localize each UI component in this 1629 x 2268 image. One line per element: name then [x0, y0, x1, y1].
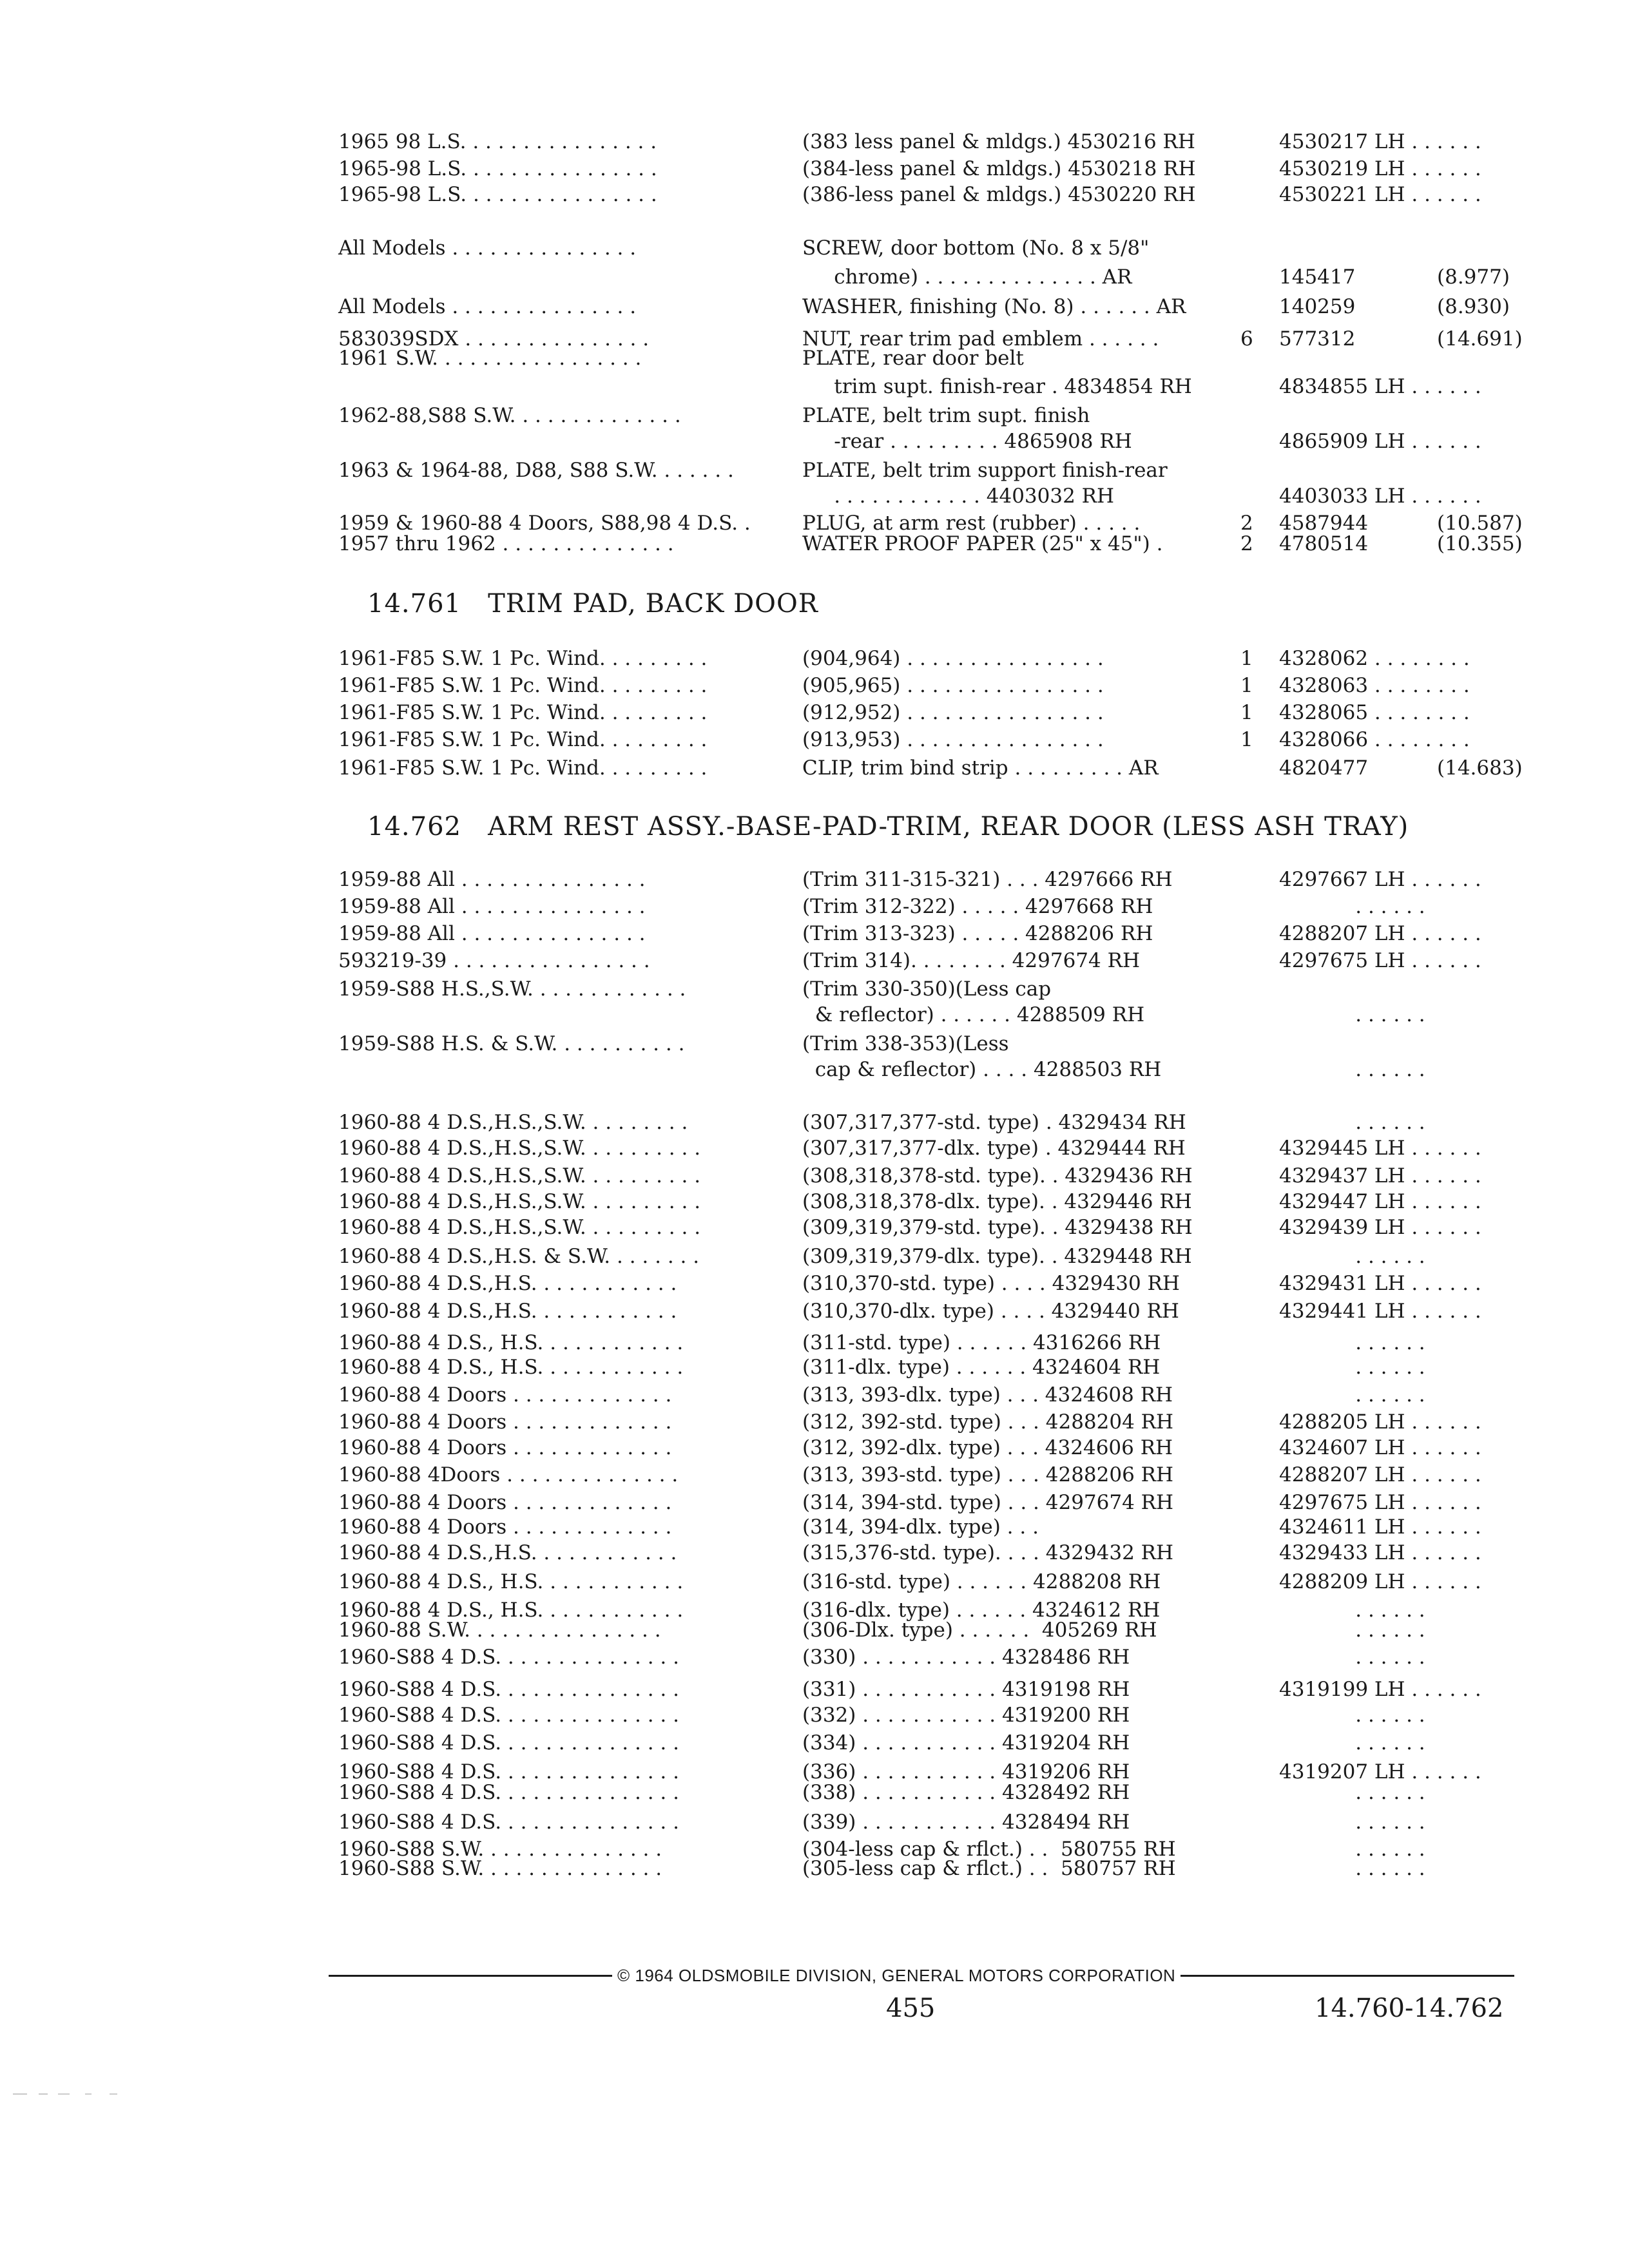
model-cell: All Models . . . . . . . . . . . . . . . [338, 295, 637, 318]
group-ref-cell: (14.683) [1437, 756, 1523, 780]
quantity-cell: 2 [1240, 512, 1253, 535]
model-cell: 1960-88 4 Doors . . . . . . . . . . . . . [338, 1383, 672, 1407]
part-number-cell: . . . . . . [1279, 1003, 1425, 1026]
part-number-cell: 4329441 LH . . . . . . [1279, 1300, 1481, 1323]
part-row [0, 1730, 1629, 1756]
model-cell: 1960-88 4 D.S.,H.S.,S.W. . . . . . . . . [338, 1111, 688, 1134]
model-cell: 1965 98 L.S. . . . . . . . . . . . . . . . [338, 130, 657, 153]
part-number-cell: . . . . . . [1279, 1619, 1425, 1642]
part-row [0, 156, 1629, 182]
part-number-cell: 577312 [1279, 327, 1356, 351]
part-row [0, 1856, 1629, 1881]
description-cell: PLATE, rear door belt [802, 347, 1024, 370]
part-row [0, 1617, 1629, 1643]
part-row [0, 1244, 1629, 1269]
part-row [0, 1189, 1629, 1215]
description-cell: (334) . . . . . . . . . . . 4319204 RH [802, 1731, 1130, 1754]
part-row [0, 129, 1629, 155]
description-cell: (384-less panel & mldgs.) 4530218 RH [802, 157, 1196, 180]
part-row [0, 921, 1629, 947]
description-cell: (307,317,377-std. type) . 4329434 RH [802, 1111, 1186, 1134]
part-number-cell: 4328065 . . . . . . . . [1279, 701, 1470, 724]
part-number-cell: 4324607 LH . . . . . . [1279, 1436, 1481, 1459]
section-title: ARM REST ASSY.-BASE-PAD-TRIM, REAR DOOR (LESS ASH TRAY) [488, 812, 1409, 841]
description-cell: (Trim 338-353)(Less [802, 1032, 1009, 1055]
model-cell: 1960-88 4 D.S.,H.S.,S.W. . . . . . . . . . [338, 1137, 701, 1160]
quantity-cell: 1 [1240, 728, 1253, 751]
part-row [0, 894, 1629, 919]
model-cell: 1959-88 All . . . . . . . . . . . . . . . [338, 922, 646, 945]
quantity-cell: 1 [1240, 647, 1253, 670]
model-cell: 1960-88 4 D.S.,H.S. & S.W. . . . . . . . [338, 1245, 700, 1268]
part-number-cell: 4288207 LH . . . . . . [1279, 922, 1481, 945]
quantity-cell: 1 [1240, 674, 1253, 697]
part-row [0, 1163, 1629, 1189]
description-cell: (904,964) . . . . . . . . . . . . . . . . [802, 647, 1104, 670]
description-cell: (305-less cap & rflct.) . . 580757 RH [802, 1857, 1176, 1880]
quantity-cell: 2 [1240, 532, 1253, 555]
part-number-cell: . . . . . . [1279, 1811, 1425, 1834]
model-cell: 1960-88 4 D.S.,H.S.,S.W. . . . . . . . . . [338, 1216, 701, 1239]
part-row [0, 457, 1629, 483]
model-cell: 1959-88 All . . . . . . . . . . . . . . . [338, 868, 646, 891]
part-row [0, 235, 1629, 261]
description-cell: (313, 393-std. type) . . . 4288206 RH [802, 1463, 1174, 1486]
description-cell: -rear . . . . . . . . . 4865908 RH [802, 430, 1132, 453]
part-number-cell: 4530217 LH . . . . . . [1279, 130, 1481, 153]
part-number-cell: 4328066 . . . . . . . . [1279, 728, 1470, 751]
part-number-cell: 4530219 LH . . . . . . [1279, 157, 1481, 180]
part-number-cell: 4329431 LH . . . . . . [1279, 1272, 1481, 1295]
model-cell: 1963 & 1964-88, D88, S88 S.W. . . . . . . [338, 459, 734, 482]
description-cell: PLATE, belt trim support finish-rear [802, 459, 1168, 482]
part-row [0, 1409, 1629, 1435]
model-cell: 1960-88 4 D.S.,H.S.,S.W. . . . . . . . . . [338, 1164, 701, 1187]
model-cell: 1959-S88 H.S. & S.W. . . . . . . . . . . [338, 1032, 685, 1055]
part-number-cell: 4329433 LH . . . . . . [1279, 1541, 1481, 1564]
part-number-cell: 4820477 [1279, 756, 1369, 780]
group-ref-cell: (8.930) [1437, 295, 1510, 318]
part-row [0, 976, 1629, 1002]
description-cell: (311-dlx. type) . . . . . . 4324604 RH [802, 1356, 1161, 1379]
model-cell: 1960-88 4 D.S., H.S. . . . . . . . . . . . [338, 1331, 684, 1354]
part-number-cell: 4297667 LH . . . . . . [1279, 868, 1481, 891]
description-cell: SCREW, door bottom (No. 8 x 5/8" [802, 236, 1150, 260]
group-ref-cell: (14.691) [1437, 327, 1523, 351]
model-cell: 1960-88 4 Doors . . . . . . . . . . . . . [338, 1410, 672, 1434]
part-number-cell: . . . . . . [1279, 1838, 1425, 1861]
description-cell: (314, 394-std. type) . . . 4297674 RH [802, 1491, 1174, 1514]
description-cell: (308,318,378-std. type). . 4329436 RH [802, 1164, 1193, 1187]
model-cell: 1960-88 S.W. . . . . . . . . . . . . . . . [338, 1619, 661, 1642]
description-cell: (Trim 314). . . . . . . . 4297674 RH [802, 949, 1140, 972]
part-number-cell: . . . . . . [1279, 1245, 1425, 1268]
model-cell: 1959-88 All . . . . . . . . . . . . . . . [338, 895, 646, 918]
description-cell: WATER PROOF PAPER (25" x 45") . [802, 532, 1163, 555]
part-number-cell: . . . . . . [1279, 1331, 1425, 1354]
description-cell: (Trim 330-350)(Less cap [802, 977, 1052, 1001]
description-cell: (316-dlx. type) . . . . . . 4324612 RH [802, 1599, 1161, 1622]
part-row [0, 182, 1629, 207]
part-row [0, 1031, 1629, 1057]
part-number-cell: 4297675 LH . . . . . . [1279, 1491, 1481, 1514]
part-number-cell: . . . . . . [1279, 1383, 1425, 1407]
description-cell: trim supt. finish-rear . 4834854 RH [802, 375, 1192, 398]
group-ref-cell: (10.355) [1437, 532, 1523, 555]
description-cell: (316-std. type) . . . . . . 4288208 RH [802, 1570, 1161, 1593]
part-row [0, 1569, 1629, 1595]
description-cell: (Trim 313-323) . . . . . 4288206 RH [802, 922, 1153, 945]
model-cell: 1960-S88 4 D.S. . . . . . . . . . . . . . . [338, 1646, 679, 1669]
description-cell: (310,370-std. type) . . . . 4329430 RH [802, 1272, 1180, 1295]
page-number: 455 [886, 1994, 936, 2023]
description-cell: (386-less panel & mldgs.) 4530220 RH [802, 183, 1196, 206]
description-cell: (332) . . . . . . . . . . . 4319200 RH [802, 1704, 1130, 1727]
part-number-cell: . . . . . . [1279, 1781, 1425, 1804]
model-cell: All Models . . . . . . . . . . . . . . . [338, 236, 637, 260]
part-row [0, 1057, 1629, 1082]
description-cell: (306-Dlx. type) . . . . . . 405269 RH [802, 1619, 1157, 1642]
description-cell: PLUG, at arm rest (rubber) . . . . . [802, 512, 1141, 535]
model-cell: 1961 S.W. . . . . . . . . . . . . . . . . [338, 347, 642, 370]
part-row [0, 1354, 1629, 1380]
model-cell: 1960-88 4 D.S.,H.S. . . . . . . . . . . . [338, 1272, 677, 1295]
part-row [0, 1002, 1629, 1028]
model-cell: 1965-98 L.S. . . . . . . . . . . . . . . . [338, 183, 657, 206]
model-cell: 593219-39 . . . . . . . . . . . . . . . . [338, 949, 650, 972]
description-cell: (304-less cap & rflct.) . . 580755 RH [802, 1838, 1176, 1861]
model-cell: 1960-S88 4 D.S. . . . . . . . . . . . . . . [338, 1781, 679, 1804]
quantity-cell: 1 [1240, 701, 1253, 724]
description-cell: (311-std. type) . . . . . . 4316266 RH [802, 1331, 1161, 1354]
part-row [0, 1135, 1629, 1161]
part-row [0, 700, 1629, 726]
model-cell: 1960-88 4 D.S., H.S. . . . . . . . . . . . [338, 1599, 684, 1622]
description-cell: (339) . . . . . . . . . . . 4328494 RH [802, 1811, 1130, 1834]
section-heading-14-762 [367, 811, 1409, 843]
part-number-cell: 4329439 LH . . . . . . [1279, 1216, 1481, 1239]
part-number-cell: 4297675 LH . . . . . . [1279, 949, 1481, 972]
part-number-cell: 4324611 LH . . . . . . [1279, 1515, 1481, 1539]
description-cell: (912,952) . . . . . . . . . . . . . . . . [802, 701, 1104, 724]
part-row [0, 1780, 1629, 1805]
model-cell: 1960-S88 4 D.S. . . . . . . . . . . . . . . [338, 1704, 679, 1727]
part-number-cell: 145417 [1279, 265, 1356, 289]
part-row [0, 1271, 1629, 1296]
description-cell: (310,370-dlx. type) . . . . 4329440 RH [802, 1300, 1179, 1323]
description-cell: & reflector) . . . . . . 4288509 RH [802, 1003, 1145, 1026]
part-number-cell: 4834855 LH . . . . . . [1279, 375, 1481, 398]
part-number-cell: 4319199 LH . . . . . . [1279, 1678, 1481, 1701]
section-number: 14.762 [367, 812, 461, 841]
part-row [0, 1462, 1629, 1488]
section-number: 14.761 [367, 589, 461, 619]
model-cell: 1960-88 4 Doors . . . . . . . . . . . . . [338, 1436, 672, 1459]
description-cell: (Trim 312-322) . . . . . 4297668 RH [802, 895, 1153, 918]
part-number-cell: . . . . . . [1279, 895, 1425, 918]
model-cell: 1960-S88 4 D.S. . . . . . . . . . . . . . . [338, 1760, 679, 1783]
model-cell: 1961-F85 S.W. 1 Pc. Wind. . . . . . . . . [338, 647, 708, 670]
description-cell: NUT, rear trim pad emblem . . . . . . [802, 327, 1159, 351]
model-cell: 1959 & 1960-88 4 Doors, S88,98 4 D.S. . [338, 512, 751, 535]
part-row [0, 1382, 1629, 1408]
part-row [0, 646, 1629, 671]
part-row [0, 948, 1629, 974]
quantity-cell: 6 [1240, 327, 1253, 351]
model-cell: 1960-88 4Doors . . . . . . . . . . . . . . [338, 1463, 679, 1486]
part-row [0, 403, 1629, 428]
description-cell: (383 less panel & mldgs.) 4530216 RH [802, 130, 1195, 153]
model-cell: 1960-88 4 D.S., H.S. . . . . . . . . . . . [338, 1570, 684, 1593]
description-cell: (913,953) . . . . . . . . . . . . . . . . [802, 728, 1104, 751]
description-cell: (905,965) . . . . . . . . . . . . . . . . [802, 674, 1104, 697]
part-number-cell: 4329447 LH . . . . . . [1279, 1190, 1481, 1213]
description-cell: (338) . . . . . . . . . . . 4328492 RH [802, 1781, 1130, 1804]
model-cell: 1961-F85 S.W. 1 Pc. Wind. . . . . . . . . [338, 701, 708, 724]
model-cell: 1960-88 4 D.S., H.S. . . . . . . . . . . . [338, 1356, 684, 1379]
part-row [0, 1677, 1629, 1702]
model-cell: 1960-S88 4 D.S. . . . . . . . . . . . . . . [338, 1811, 679, 1834]
model-cell: 1960-S88 S.W. . . . . . . . . . . . . . . [338, 1857, 662, 1880]
part-number-cell: 4403033 LH . . . . . . [1279, 485, 1481, 508]
part-row [0, 727, 1629, 753]
description-cell: (336) . . . . . . . . . . . 4319206 RH [802, 1760, 1130, 1783]
model-cell: 1962-88,S88 S.W. . . . . . . . . . . . . . [338, 404, 681, 427]
description-cell: (307,317,377-dlx. type) . 4329444 RH [802, 1137, 1186, 1160]
part-row [0, 428, 1629, 454]
part-number-cell: 4328062 . . . . . . . . [1279, 647, 1470, 670]
model-cell: 1961-F85 S.W. 1 Pc. Wind. . . . . . . . . [338, 728, 708, 751]
model-cell: 1961-F85 S.W. 1 Pc. Wind. . . . . . . . . [338, 756, 708, 780]
part-number-cell: 4865909 LH . . . . . . [1279, 430, 1481, 453]
description-cell: cap & reflector) . . . . 4288503 RH [802, 1058, 1162, 1081]
part-row [0, 673, 1629, 698]
description-cell: WASHER, finishing (No. 8) . . . . . . AR [802, 295, 1186, 318]
group-ref-cell: (8.977) [1437, 265, 1510, 289]
model-cell: 1959-S88 H.S.,S.W. . . . . . . . . . . . . [338, 977, 686, 1001]
part-number-cell: . . . . . . [1279, 1857, 1425, 1880]
description-cell: (309,319,379-std. type). . 4329438 RH [802, 1216, 1193, 1239]
part-row [0, 1702, 1629, 1728]
model-cell: 1960-S88 4 D.S. . . . . . . . . . . . . . . [338, 1731, 679, 1754]
model-cell: 1960-S88 S.W. . . . . . . . . . . . . . . [338, 1838, 662, 1861]
part-row [0, 1514, 1629, 1540]
part-row [0, 867, 1629, 892]
model-cell: 1960-88 4 D.S.,H.S.,S.W. . . . . . . . . . [338, 1190, 701, 1213]
model-cell: 1960-88 4 Doors . . . . . . . . . . . . . [338, 1515, 672, 1539]
part-number-cell: 4328063 . . . . . . . . [1279, 674, 1470, 697]
copyright-notice: © 1964 OLDSMOBILE DIVISION, GENERAL MOTORS CORPORATION [612, 1965, 1181, 1986]
section-title: TRIM PAD, BACK DOOR [488, 589, 818, 619]
group-ref-cell: (10.587) [1437, 512, 1523, 535]
part-row [0, 1490, 1629, 1515]
description-cell: CLIP, trim bind strip . . . . . . . . . AR [802, 756, 1159, 780]
part-number-cell: 4319207 LH . . . . . . [1279, 1760, 1481, 1783]
part-row [0, 1215, 1629, 1240]
part-number-cell: 4329437 LH . . . . . . [1279, 1164, 1481, 1187]
part-row [0, 755, 1629, 781]
part-number-cell: 4530221 LH . . . . . . [1279, 183, 1481, 206]
description-cell: . . . . . . . . . . . . 4403032 RH [802, 485, 1115, 508]
description-cell: chrome) . . . . . . . . . . . . . . AR [802, 265, 1132, 289]
part-row [0, 374, 1629, 399]
part-number-cell: . . . . . . [1279, 1731, 1425, 1754]
description-cell: (312, 392-dlx. type) . . . 4324606 RH [802, 1436, 1173, 1459]
part-number-cell: 4288207 LH . . . . . . [1279, 1463, 1481, 1486]
part-row [0, 483, 1629, 509]
scan-speck-marks [13, 2093, 122, 2095]
part-row [0, 1435, 1629, 1461]
part-row [0, 264, 1629, 290]
description-cell: (314, 394-dlx. type) . . . [802, 1515, 1039, 1539]
description-cell: (331) . . . . . . . . . . . 4319198 RH [802, 1678, 1130, 1701]
model-cell: 1960-88 4 D.S.,H.S. . . . . . . . . . . . [338, 1541, 677, 1564]
part-number-cell: . . . . . . [1279, 1599, 1425, 1622]
description-cell: (Trim 311-315-321) . . . 4297666 RH [802, 868, 1173, 891]
model-cell: 583039SDX . . . . . . . . . . . . . . . [338, 327, 650, 351]
description-cell: (313, 393-dlx. type) . . . 4324608 RH [802, 1383, 1173, 1407]
part-row [0, 1540, 1629, 1566]
section-heading-14-761 [367, 588, 818, 620]
part-row [0, 1644, 1629, 1670]
model-cell: 1960-88 4 D.S.,H.S. . . . . . . . . . . . [338, 1300, 677, 1323]
model-cell: 1961-F85 S.W. 1 Pc. Wind. . . . . . . . . [338, 674, 708, 697]
part-number-cell: . . . . . . [1279, 1646, 1425, 1669]
description-cell: (330) . . . . . . . . . . . 4328486 RH [802, 1646, 1130, 1669]
model-cell: 1965-98 L.S. . . . . . . . . . . . . . . . [338, 157, 657, 180]
model-cell: 1960-S88 4 D.S. . . . . . . . . . . . . . . [338, 1678, 679, 1701]
part-row [0, 294, 1629, 320]
description-cell: PLATE, belt trim supt. finish [802, 404, 1090, 427]
part-number-cell: 4288205 LH . . . . . . [1279, 1410, 1481, 1434]
part-number-cell: . . . . . . [1279, 1111, 1425, 1134]
part-number-cell: 4587944 [1279, 512, 1369, 535]
part-number-cell: . . . . . . [1279, 1704, 1425, 1727]
part-row [0, 345, 1629, 371]
part-row [0, 1110, 1629, 1135]
part-number-cell: 140259 [1279, 295, 1356, 318]
part-number-cell: 4780514 [1279, 532, 1369, 555]
part-row [0, 1298, 1629, 1324]
model-cell: 1957 thru 1962 . . . . . . . . . . . . . . [338, 532, 674, 555]
part-row [0, 1330, 1629, 1356]
part-row [0, 531, 1629, 557]
description-cell: (308,318,378-dlx. type). . 4329446 RH [802, 1190, 1192, 1213]
description-cell: (315,376-std. type). . . . 4329432 RH [802, 1541, 1174, 1564]
description-cell: (309,319,379-dlx. type). . 4329448 RH [802, 1245, 1192, 1268]
part-number-cell: 4329445 LH . . . . . . [1279, 1137, 1481, 1160]
description-cell: (312, 392-std. type) . . . 4288204 RH [802, 1410, 1174, 1434]
part-number-cell: 4288209 LH . . . . . . [1279, 1570, 1481, 1593]
part-number-cell: . . . . . . [1279, 1058, 1425, 1081]
page-section-range: 14.760-14.762 [1315, 1994, 1504, 2023]
model-cell: 1960-88 4 Doors . . . . . . . . . . . . . [338, 1491, 672, 1514]
part-number-cell: . . . . . . [1279, 1356, 1425, 1379]
part-row [0, 1809, 1629, 1835]
